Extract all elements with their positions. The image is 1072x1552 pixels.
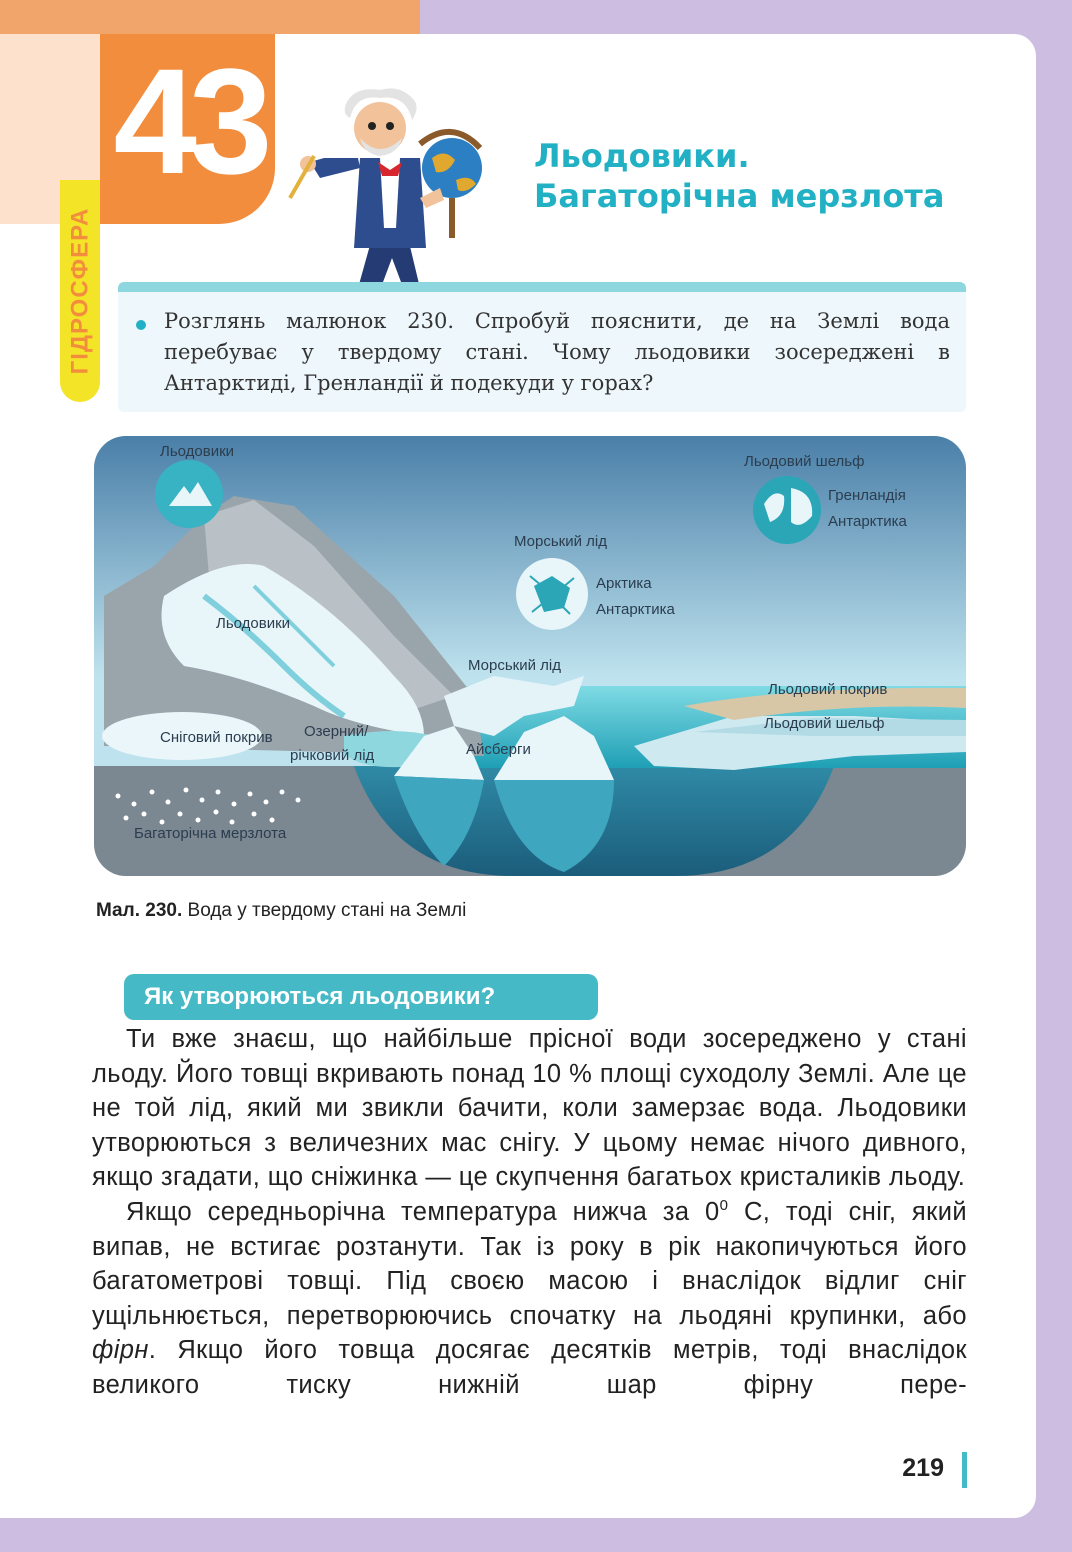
caption-label: Мал. 230. [96,900,183,921]
paragraph-2-part-a: Якщо середньорічна температура нижча за 0 [126,1197,720,1226]
label-antarctica: Антарктика [828,513,907,530]
bullet-icon [136,320,146,330]
paragraph-1: Ти вже знаєш, що найбільше прісної води зосереджено у стані льоду. Його товщі вкривають понад 10 % площі суходолу Землі. Але це не той лід, який ми звикли бачити, коли замерзає вода. Льодовики утворюються з величезних мас снігу. У цьому немає нічого дивного, якщо згадати, що сніжинка — це скупчення багатьох кристаликів льоду. [92,1025,967,1192]
subheading: Як утворюються льодовики? [124,974,598,1020]
figure-230 [94,436,966,876]
degree-superscript: 0 [719,1196,729,1214]
lesson-title [534,136,944,216]
label-antarctica-2: Антарктика [596,601,675,618]
body-text [92,1022,967,1403]
question-box [118,282,966,412]
label-ice-cover: Льодовий покрив [768,681,888,698]
label-sea-ice-icon: Морський лід [514,533,607,550]
page-number: 219 [902,1454,944,1482]
section-tab-label: ГІДРОСФЕРА [66,207,94,375]
paragraph-2 [92,1195,967,1403]
label-ice-shelf-icon: Льодовий шельф [744,453,865,470]
label-snow-cover: Сніговий покрив [160,729,273,746]
professor-mascot-illustration [280,88,500,308]
caption-text: Вода у твердому стані на Землі [187,900,467,921]
page [0,34,1036,1518]
label-lake-ice-2: річковий лід [290,747,375,764]
label-permafrost: Багаторічна мерзлота [134,825,287,842]
label-greenland: Гренландія [828,487,906,504]
page-number-bar [962,1452,967,1488]
corner-decoration [0,0,420,34]
lesson-title-line-2: Багаторічна мерзлота [534,177,945,215]
section-tab [60,180,100,402]
figure-caption [96,900,466,922]
solid-water-illustration [94,436,966,876]
paragraph-2-part-b: С, тоді сніг, який випав, не встигає розтанути. Так із року в рік накопичуються його багатометрові товщі. Під своєю масою і внаслідок відлиг сніг ущільнюється, перетворюючись спочатку на льодяні крупинки, або [92,1197,967,1330]
paragraph-2-part-c: . Якщо його товща досягає десятків метрів, тоді внаслідок великого тиску нижній шар фірну пере- [92,1336,967,1399]
label-glaciers: Льодовики [216,615,291,632]
label-arctic: Арктика [596,575,652,592]
label-lake-ice-1: Озерний/ [304,723,369,740]
label-ice-shelf: Льодовий шельф [764,715,885,732]
lesson-title-line-1: Льодовики. [534,137,750,175]
lesson-number: 43 [113,37,265,205]
label-icebergs: Айсберги [466,741,531,758]
label-sea-ice: Морський лід [468,657,561,674]
question-text: Розглянь малюнок 230. Спробуй пояснити, де на Землі вода перебуває у твердому стані. Чому льодовики зосереджені в Антарктиді, Гренландії й подекуди у горах? [164,309,950,395]
term-firn: фірн [92,1336,149,1365]
label-glaciers-icon: Льодовики [160,443,235,460]
